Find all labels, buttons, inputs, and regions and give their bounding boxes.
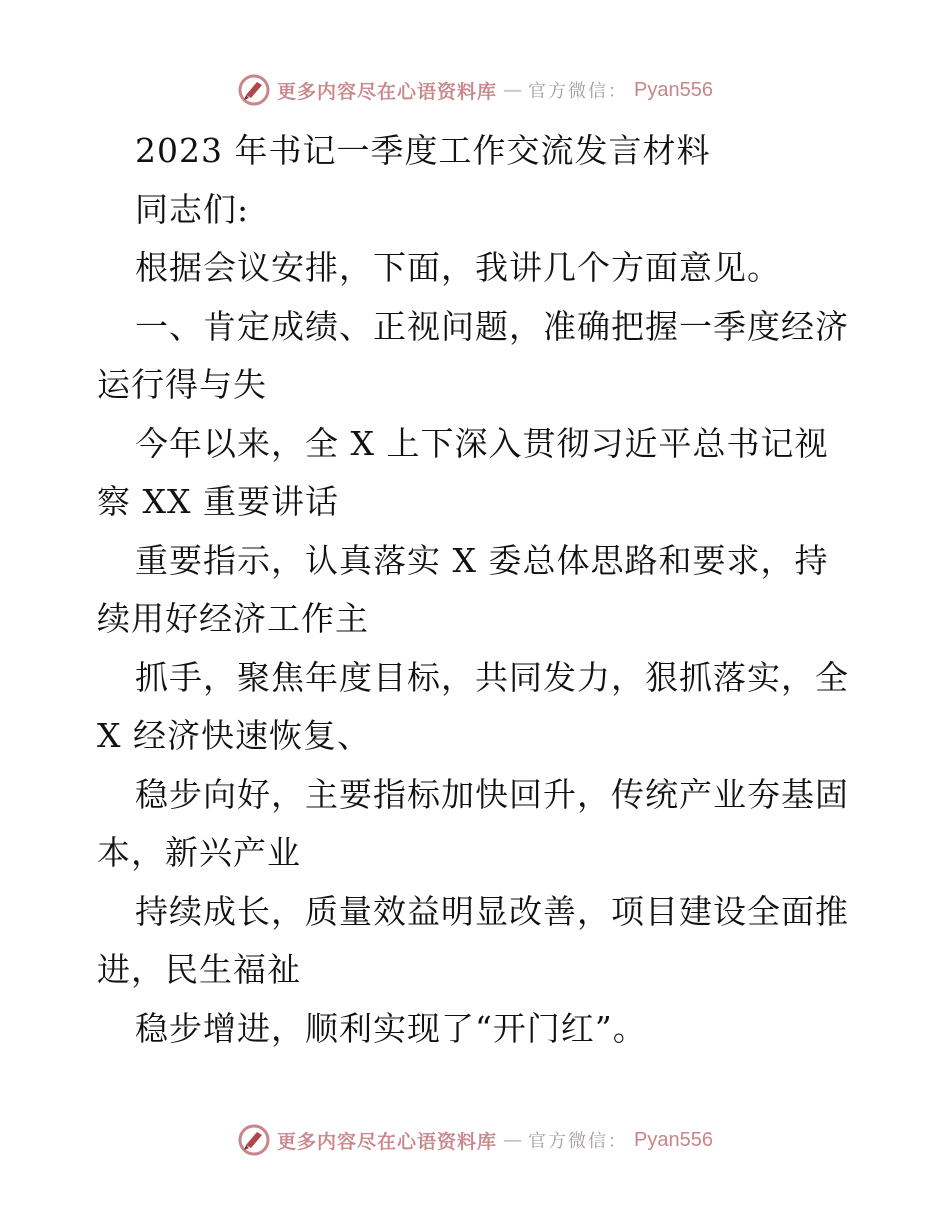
document-title: 2023 年书记一季度工作交流发言材料 <box>135 131 711 170</box>
watermark-dash: — <box>503 79 523 101</box>
paragraph-line: 稳步增进，顺利实现了“开门红”。 <box>135 1008 647 1048</box>
section-heading-line: 一、肯定成绩、正视问题，准确把握一季度经济 <box>135 306 849 346</box>
paragraph-line: 续用好经济工作主 <box>97 599 369 638</box>
section-heading-line: 运行得与失 <box>97 365 267 404</box>
logo-icon <box>237 1123 271 1157</box>
paragraph-line: 重要指示，认真落实 X 委总体思路和要求，持 <box>135 540 829 580</box>
footer-watermark <box>0 1120 950 1160</box>
paragraph-line: 今年以来，全 X 上下深入贯彻习近平总书记视 <box>135 423 829 463</box>
paragraph-line: 持续成长，质量效益明显改善，项目建设全面推 <box>135 891 849 931</box>
paragraph-line: 抓手，聚焦年度目标，共同发力，狠抓落实，全 <box>135 657 849 697</box>
paragraph-line: 进，民生福祉 <box>97 950 301 989</box>
paragraph-line: 稳步向好，主要指标加快回升，传统产业夯基固 <box>135 774 849 814</box>
document-body <box>97 122 857 1058</box>
paragraph-line: X 经济快速恢复、 <box>97 716 371 755</box>
watermark-wechat-label: 官方微信： <box>528 81 629 102</box>
header-watermark <box>0 70 950 110</box>
watermark-site-text: 更多内容尽在心语资料库 <box>277 80 498 103</box>
watermark-wechat-label: 官方微信： <box>528 1131 629 1152</box>
salutation: 同志们: <box>135 189 250 229</box>
paragraph-line: 本，新兴产业 <box>97 833 301 872</box>
watermark-dash: — <box>503 1129 523 1151</box>
paragraph-line: 察 XX 重要讲话 <box>97 482 339 521</box>
logo-icon <box>237 73 271 107</box>
watermark-wechat-id: Pyan556 <box>634 78 713 101</box>
watermark-wechat-id: Pyan556 <box>634 1128 713 1151</box>
watermark-site-text: 更多内容尽在心语资料库 <box>277 1130 498 1153</box>
paragraph-line: 根据会议安排，下面，我讲几个方面意见。 <box>135 248 781 287</box>
